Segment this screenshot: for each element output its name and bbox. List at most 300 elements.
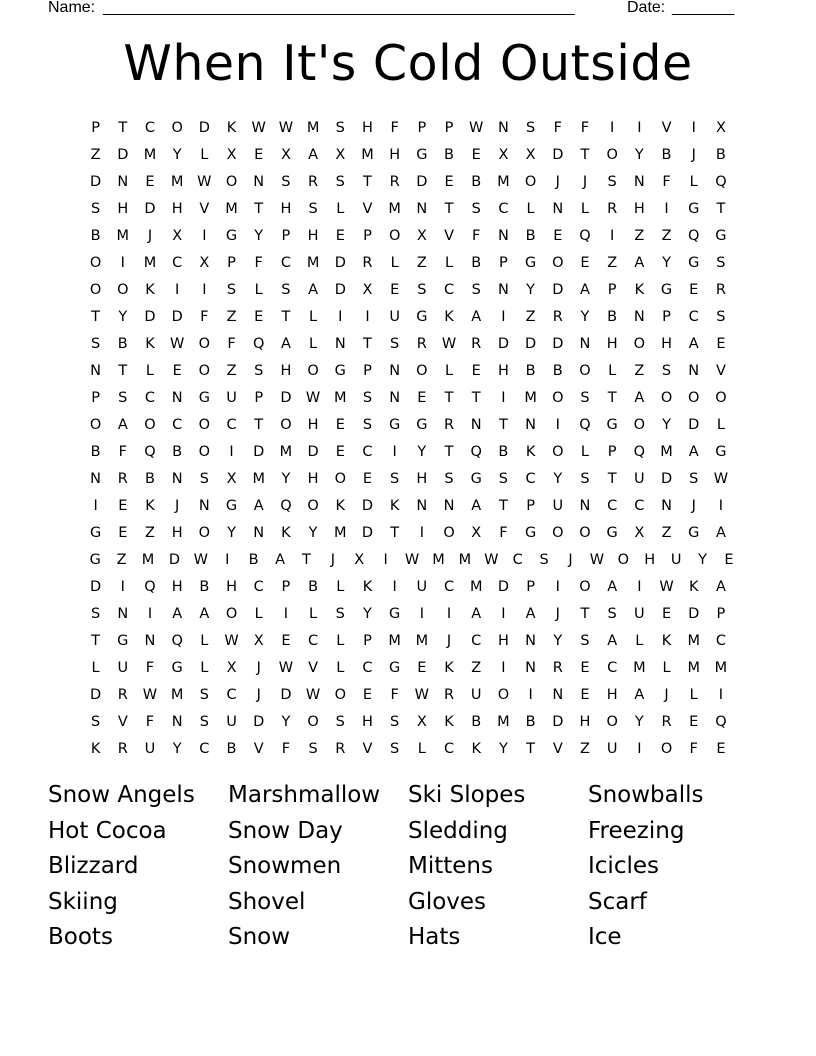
grid-letter[interactable]: E: [716, 740, 726, 757]
grid-letter[interactable]: Z: [580, 740, 590, 757]
grid-letter[interactable]: E: [716, 335, 726, 352]
grid-letter[interactable]: N: [497, 227, 509, 244]
grid-letter[interactable]: F: [689, 740, 698, 757]
grid-letter[interactable]: I: [446, 605, 452, 622]
grid-letter[interactable]: T: [91, 308, 101, 325]
grid-letter[interactable]: K: [471, 740, 481, 757]
grid-letter[interactable]: W: [278, 659, 294, 676]
grid-letter[interactable]: O: [225, 173, 238, 190]
grid-letter[interactable]: Y: [308, 524, 318, 541]
grid-letter[interactable]: R: [715, 281, 726, 298]
grid-letter[interactable]: D: [253, 713, 265, 730]
grid-letter[interactable]: N: [117, 173, 129, 190]
grid-letter[interactable]: E: [172, 362, 182, 379]
grid-letter[interactable]: R: [552, 308, 563, 325]
grid-letter[interactable]: R: [443, 686, 455, 703]
grid-letter[interactable]: L: [336, 578, 345, 595]
grid-letter[interactable]: C: [199, 740, 210, 757]
grid-letter[interactable]: Y: [553, 470, 563, 487]
grid-letter[interactable]: A: [715, 524, 726, 541]
grid-letter[interactable]: R: [443, 416, 455, 433]
grid-letter[interactable]: I: [225, 551, 230, 568]
grid-letter[interactable]: H: [416, 470, 428, 487]
grid-letter[interactable]: E: [390, 281, 400, 298]
grid-letter[interactable]: I: [283, 605, 289, 622]
grid-letter[interactable]: P: [526, 578, 535, 595]
grid-letter[interactable]: G: [470, 470, 482, 487]
grid-letter[interactable]: I: [338, 308, 343, 325]
grid-letter[interactable]: E: [580, 659, 590, 676]
grid-letter[interactable]: A: [253, 497, 264, 514]
grid-letter[interactable]: T: [580, 146, 590, 163]
grid-letter[interactable]: H: [579, 713, 591, 730]
grid-letter[interactable]: B: [498, 443, 509, 460]
grid-letter[interactable]: E: [689, 713, 699, 730]
grid-letter[interactable]: P: [281, 578, 291, 595]
grid-letter[interactable]: O: [606, 713, 618, 730]
grid-letter[interactable]: B: [444, 146, 454, 163]
grid-letter[interactable]: I: [637, 740, 642, 757]
grid-letter[interactable]: C: [144, 389, 156, 406]
grid-letter[interactable]: O: [117, 281, 129, 298]
grid-letter[interactable]: D: [497, 578, 509, 595]
grid-letter[interactable]: U: [552, 497, 564, 514]
grid-letter[interactable]: W: [169, 335, 185, 352]
grid-letter[interactable]: C: [280, 254, 291, 271]
grid-letter[interactable]: O: [524, 173, 537, 190]
grid-letter[interactable]: S: [390, 713, 400, 730]
grid-letter[interactable]: L: [336, 632, 345, 649]
grid-letter[interactable]: N: [389, 389, 401, 406]
grid-letter[interactable]: W: [224, 632, 239, 649]
grid-letter[interactable]: G: [416, 146, 428, 163]
grid-letter[interactable]: B: [552, 362, 563, 379]
grid-letter[interactable]: N: [416, 497, 428, 514]
grid-letter[interactable]: E: [335, 443, 345, 460]
grid-letter[interactable]: O: [579, 362, 591, 379]
grid-letter[interactable]: U: [226, 713, 237, 730]
grid-letter[interactable]: E: [281, 632, 291, 649]
grid-letter[interactable]: R: [117, 740, 128, 757]
grid-letter[interactable]: U: [117, 659, 129, 676]
grid-letter[interactable]: H: [644, 551, 656, 568]
grid-letter[interactable]: E: [553, 227, 563, 244]
grid-letter[interactable]: A: [715, 578, 726, 595]
grid-letter[interactable]: N: [416, 200, 428, 217]
grid-letter[interactable]: P: [91, 389, 100, 406]
grid-letter[interactable]: E: [417, 389, 427, 406]
grid-letter[interactable]: N: [470, 416, 482, 433]
grid-letter[interactable]: V: [253, 740, 264, 757]
grid-letter[interactable]: I: [718, 686, 724, 703]
grid-letter[interactable]: G: [389, 605, 401, 622]
grid-letter[interactable]: B: [117, 335, 128, 352]
grid-letter[interactable]: D: [552, 713, 564, 730]
grid-letter[interactable]: N: [497, 119, 509, 136]
grid-letter[interactable]: B: [199, 578, 210, 595]
grid-letter[interactable]: K: [444, 659, 454, 676]
grid-letter[interactable]: B: [471, 173, 482, 190]
grid-letter[interactable]: J: [446, 632, 452, 649]
grid-letter[interactable]: O: [552, 254, 564, 271]
grid-letter[interactable]: O: [198, 335, 211, 352]
grid-letter[interactable]: M: [170, 686, 184, 703]
name-blank[interactable]: _____________________________________________________: [103, 0, 575, 16]
grid-letter[interactable]: H: [280, 362, 292, 379]
grid-letter[interactable]: S: [390, 470, 400, 487]
grid-letter[interactable]: D: [307, 443, 319, 460]
grid-letter[interactable]: S: [335, 713, 345, 730]
grid-letter[interactable]: E: [254, 146, 264, 163]
grid-letter[interactable]: F: [390, 686, 399, 703]
grid-letter[interactable]: K: [661, 632, 672, 649]
grid-letter[interactable]: O: [334, 686, 346, 703]
grid-letter[interactable]: D: [525, 335, 537, 352]
grid-letter[interactable]: S: [362, 389, 373, 406]
grid-letter[interactable]: O: [552, 389, 564, 406]
grid-letter[interactable]: A: [607, 632, 618, 649]
grid-letter[interactable]: R: [471, 335, 482, 352]
grid-letter[interactable]: D: [688, 605, 700, 622]
grid-letter[interactable]: U: [226, 389, 237, 406]
grid-letter[interactable]: E: [417, 659, 427, 676]
grid-letter[interactable]: Y: [254, 227, 264, 244]
grid-letter[interactable]: Y: [227, 524, 236, 541]
grid-letter[interactable]: M: [334, 389, 347, 406]
grid-letter[interactable]: H: [497, 362, 509, 379]
grid-letter[interactable]: Y: [698, 551, 707, 568]
grid-letter[interactable]: M: [469, 578, 483, 595]
grid-letter[interactable]: F: [553, 119, 562, 136]
grid-letter[interactable]: M: [497, 173, 510, 190]
grid-letter[interactable]: J: [691, 497, 696, 514]
grid-letter[interactable]: D: [660, 470, 673, 487]
grid-letter[interactable]: I: [147, 605, 153, 622]
grid-letter[interactable]: O: [552, 443, 564, 460]
grid-letter[interactable]: N: [117, 605, 129, 622]
grid-letter[interactable]: C: [443, 281, 455, 298]
grid-letter[interactable]: P: [227, 254, 236, 271]
grid-letter[interactable]: I: [501, 308, 506, 325]
grid-letter[interactable]: K: [145, 281, 155, 298]
grid-letter[interactable]: I: [419, 605, 424, 622]
grid-letter[interactable]: S: [471, 200, 481, 217]
grid-letter[interactable]: M: [458, 551, 472, 568]
grid-letter[interactable]: Y: [553, 632, 563, 649]
grid-letter[interactable]: S: [525, 119, 536, 136]
grid-letter[interactable]: O: [660, 389, 673, 406]
grid-letter[interactable]: L: [689, 173, 698, 190]
grid-letter[interactable]: J: [568, 551, 573, 568]
grid-letter[interactable]: U: [606, 740, 618, 757]
grid-letter[interactable]: G: [660, 281, 673, 298]
grid-letter[interactable]: P: [662, 308, 671, 325]
grid-letter[interactable]: S: [390, 740, 400, 757]
grid-letter[interactable]: E: [471, 362, 481, 379]
grid-letter[interactable]: J: [256, 686, 261, 703]
grid-letter[interactable]: H: [307, 416, 319, 433]
grid-letter[interactable]: O: [307, 713, 319, 730]
grid-letter[interactable]: C: [715, 632, 726, 649]
grid-letter[interactable]: E: [580, 254, 590, 271]
grid-letter[interactable]: J: [175, 497, 180, 514]
grid-letter[interactable]: I: [555, 416, 560, 433]
grid-letter[interactable]: K: [444, 713, 454, 730]
grid-letter[interactable]: Y: [363, 605, 372, 622]
grid-letter[interactable]: W: [713, 470, 729, 487]
grid-letter[interactable]: F: [281, 740, 291, 757]
grid-letter[interactable]: B: [226, 740, 237, 757]
grid-letter[interactable]: M: [361, 146, 374, 163]
grid-letter[interactable]: I: [691, 119, 696, 136]
grid-letter[interactable]: O: [89, 281, 102, 298]
grid-letter[interactable]: S: [90, 200, 101, 217]
grid-letter[interactable]: M: [143, 146, 157, 163]
grid-letter[interactable]: L: [309, 308, 318, 325]
grid-letter[interactable]: V: [117, 713, 128, 730]
grid-letter[interactable]: I: [501, 389, 506, 406]
grid-letter[interactable]: A: [471, 605, 482, 622]
grid-letter[interactable]: F: [580, 119, 590, 136]
grid-letter[interactable]: O: [144, 416, 156, 433]
grid-letter[interactable]: A: [688, 335, 699, 352]
grid-letter[interactable]: C: [634, 497, 645, 514]
grid-letter[interactable]: L: [417, 740, 426, 757]
grid-letter[interactable]: C: [226, 686, 237, 703]
grid-letter[interactable]: A: [634, 254, 645, 271]
grid-letter[interactable]: O: [552, 524, 564, 541]
grid-letter[interactable]: G: [606, 416, 618, 433]
grid-letter[interactable]: D: [171, 308, 183, 325]
grid-letter[interactable]: H: [389, 146, 401, 163]
grid-letter[interactable]: A: [117, 416, 128, 433]
grid-letter[interactable]: H: [497, 632, 509, 649]
grid-letter[interactable]: S: [308, 200, 318, 217]
grid-letter[interactable]: I: [637, 578, 642, 595]
grid-letter[interactable]: K: [688, 578, 699, 595]
grid-letter[interactable]: W: [193, 551, 208, 568]
grid-letter[interactable]: Z: [634, 362, 645, 379]
grid-letter[interactable]: F: [254, 254, 263, 271]
grid-letter[interactable]: H: [171, 578, 183, 595]
grid-letter[interactable]: V: [552, 740, 563, 757]
grid-letter[interactable]: W: [305, 389, 321, 406]
grid-letter[interactable]: J: [256, 659, 261, 676]
grid-letter[interactable]: S: [362, 416, 373, 433]
grid-letter[interactable]: O: [171, 119, 183, 136]
grid-letter[interactable]: L: [580, 200, 590, 217]
grid-letter[interactable]: M: [660, 443, 673, 460]
grid-letter[interactable]: L: [662, 659, 671, 676]
grid-letter[interactable]: G: [389, 416, 401, 433]
grid-letter[interactable]: W: [251, 119, 266, 136]
grid-letter[interactable]: C: [525, 470, 536, 487]
grid-letter[interactable]: Z: [226, 362, 237, 379]
grid-letter[interactable]: D: [552, 281, 564, 298]
grid-letter[interactable]: A: [580, 281, 590, 298]
grid-letter[interactable]: D: [144, 308, 156, 325]
grid-letter[interactable]: M: [388, 200, 401, 217]
grid-letter[interactable]: A: [471, 497, 482, 514]
grid-letter[interactable]: F: [145, 713, 155, 730]
grid-letter[interactable]: H: [171, 524, 183, 541]
grid-letter[interactable]: I: [120, 254, 125, 271]
grid-letter[interactable]: Z: [90, 146, 101, 163]
grid-letter[interactable]: P: [607, 443, 617, 460]
grid-letter[interactable]: X: [634, 524, 645, 541]
grid-letter[interactable]: M: [279, 443, 293, 460]
grid-letter[interactable]: T: [498, 497, 508, 514]
grid-letter[interactable]: I: [202, 227, 207, 244]
grid-letter[interactable]: G: [688, 254, 700, 271]
grid-letter[interactable]: I: [383, 551, 388, 568]
grid-letter[interactable]: Y: [281, 713, 291, 730]
grid-letter[interactable]: R: [607, 200, 618, 217]
grid-letter[interactable]: Z: [226, 308, 237, 325]
grid-letter[interactable]: T: [444, 200, 454, 217]
grid-letter[interactable]: V: [308, 659, 319, 676]
grid-letter[interactable]: M: [497, 713, 510, 730]
grid-letter[interactable]: Z: [661, 524, 672, 541]
grid-letter[interactable]: T: [390, 524, 400, 541]
grid-letter[interactable]: R: [117, 470, 128, 487]
grid-letter[interactable]: M: [141, 551, 155, 568]
grid-letter[interactable]: G: [89, 524, 102, 541]
grid-letter[interactable]: X: [226, 146, 237, 163]
grid-letter[interactable]: X: [498, 146, 509, 163]
grid-letter[interactable]: L: [309, 605, 318, 622]
grid-letter[interactable]: L: [336, 200, 345, 217]
grid-letter[interactable]: T: [118, 362, 128, 379]
grid-letter[interactable]: N: [661, 497, 672, 514]
grid-letter[interactable]: G: [688, 524, 700, 541]
grid-letter[interactable]: B: [525, 713, 536, 730]
grid-letter[interactable]: G: [171, 659, 183, 676]
grid-letter[interactable]: D: [416, 173, 428, 190]
grid-letter[interactable]: S: [281, 281, 291, 298]
grid-letter[interactable]: L: [444, 254, 454, 271]
grid-letter[interactable]: S: [254, 362, 264, 379]
grid-letter[interactable]: O: [416, 362, 428, 379]
grid-letter[interactable]: W: [142, 686, 158, 703]
grid-letter[interactable]: Z: [145, 524, 155, 541]
grid-letter[interactable]: D: [90, 686, 102, 703]
grid-letter[interactable]: E: [471, 146, 481, 163]
grid-letter[interactable]: N: [90, 362, 102, 379]
grid-letter[interactable]: N: [144, 632, 156, 649]
grid-letter[interactable]: E: [145, 173, 155, 190]
grid-letter[interactable]: I: [202, 281, 207, 298]
grid-letter[interactable]: S: [199, 686, 209, 703]
grid-letter[interactable]: B: [471, 254, 482, 271]
grid-letter[interactable]: A: [634, 686, 645, 703]
grid-letter[interactable]: N: [253, 524, 265, 541]
grid-letter[interactable]: T: [498, 416, 508, 433]
grid-letter[interactable]: A: [688, 443, 699, 460]
grid-letter[interactable]: T: [526, 740, 536, 757]
grid-letter[interactable]: G: [715, 227, 727, 244]
grid-letter[interactable]: S: [716, 254, 726, 271]
grid-letter[interactable]: D: [198, 119, 210, 136]
grid-letter[interactable]: B: [607, 308, 618, 325]
grid-letter[interactable]: I: [610, 227, 615, 244]
grid-letter[interactable]: M: [633, 659, 646, 676]
grid-letter[interactable]: X: [335, 146, 346, 163]
grid-letter[interactable]: U: [634, 605, 645, 622]
grid-letter[interactable]: W: [469, 119, 484, 136]
grid-letter[interactable]: O: [497, 686, 510, 703]
grid-letter[interactable]: F: [472, 227, 481, 244]
grid-letter[interactable]: E: [118, 524, 128, 541]
grid-letter[interactable]: W: [484, 551, 499, 568]
grid-letter[interactable]: X: [715, 119, 726, 136]
grid-letter[interactable]: O: [198, 524, 211, 541]
grid-letter[interactable]: F: [118, 443, 127, 460]
grid-letter[interactable]: I: [419, 524, 424, 541]
grid-letter[interactable]: M: [116, 227, 130, 244]
grid-letter[interactable]: L: [716, 416, 725, 433]
grid-letter[interactable]: K: [90, 740, 101, 757]
grid-letter[interactable]: A: [275, 551, 285, 568]
grid-letter[interactable]: H: [226, 578, 237, 595]
grid-letter[interactable]: G: [117, 632, 129, 649]
grid-letter[interactable]: S: [281, 173, 291, 190]
grid-letter[interactable]: G: [334, 362, 346, 379]
grid-letter[interactable]: G: [416, 308, 428, 325]
grid-letter[interactable]: G: [225, 227, 238, 244]
grid-letter[interactable]: B: [525, 362, 536, 379]
grid-letter[interactable]: O: [617, 551, 630, 568]
grid-letter[interactable]: R: [335, 740, 346, 757]
grid-letter[interactable]: S: [390, 335, 400, 352]
grid-letter[interactable]: S: [90, 335, 101, 352]
grid-letter[interactable]: O: [307, 362, 319, 379]
grid-letter[interactable]: O: [715, 389, 727, 406]
grid-letter[interactable]: L: [200, 146, 209, 163]
grid-letter[interactable]: Y: [634, 713, 644, 730]
grid-letter[interactable]: F: [390, 119, 399, 136]
grid-letter[interactable]: M: [687, 632, 700, 649]
grid-letter[interactable]: S: [308, 740, 318, 757]
grid-letter[interactable]: X: [525, 146, 536, 163]
grid-letter[interactable]: W: [404, 551, 420, 568]
grid-letter[interactable]: K: [335, 497, 346, 514]
grid-letter[interactable]: Q: [633, 443, 646, 460]
grid-letter[interactable]: P: [417, 119, 427, 136]
grid-letter[interactable]: Y: [580, 308, 590, 325]
grid-letter[interactable]: H: [280, 200, 292, 217]
grid-letter[interactable]: C: [308, 632, 319, 649]
grid-letter[interactable]: S: [580, 470, 590, 487]
grid-letter[interactable]: N: [443, 497, 455, 514]
grid-letter[interactable]: N: [334, 335, 346, 352]
grid-letter[interactable]: L: [254, 605, 263, 622]
grid-letter[interactable]: I: [528, 686, 533, 703]
grid-letter[interactable]: W: [414, 686, 430, 703]
grid-letter[interactable]: I: [637, 119, 642, 136]
grid-letter[interactable]: O: [307, 497, 319, 514]
grid-letter[interactable]: L: [390, 254, 399, 271]
grid-letter[interactable]: D: [144, 200, 156, 217]
grid-letter[interactable]: H: [661, 335, 672, 352]
grid-letter[interactable]: E: [254, 308, 264, 325]
grid-letter[interactable]: K: [362, 578, 373, 595]
grid-letter[interactable]: K: [634, 281, 645, 298]
grid-letter[interactable]: G: [606, 524, 618, 541]
grid-letter[interactable]: G: [524, 524, 537, 541]
grid-letter[interactable]: I: [229, 443, 234, 460]
grid-letter[interactable]: I: [555, 578, 560, 595]
